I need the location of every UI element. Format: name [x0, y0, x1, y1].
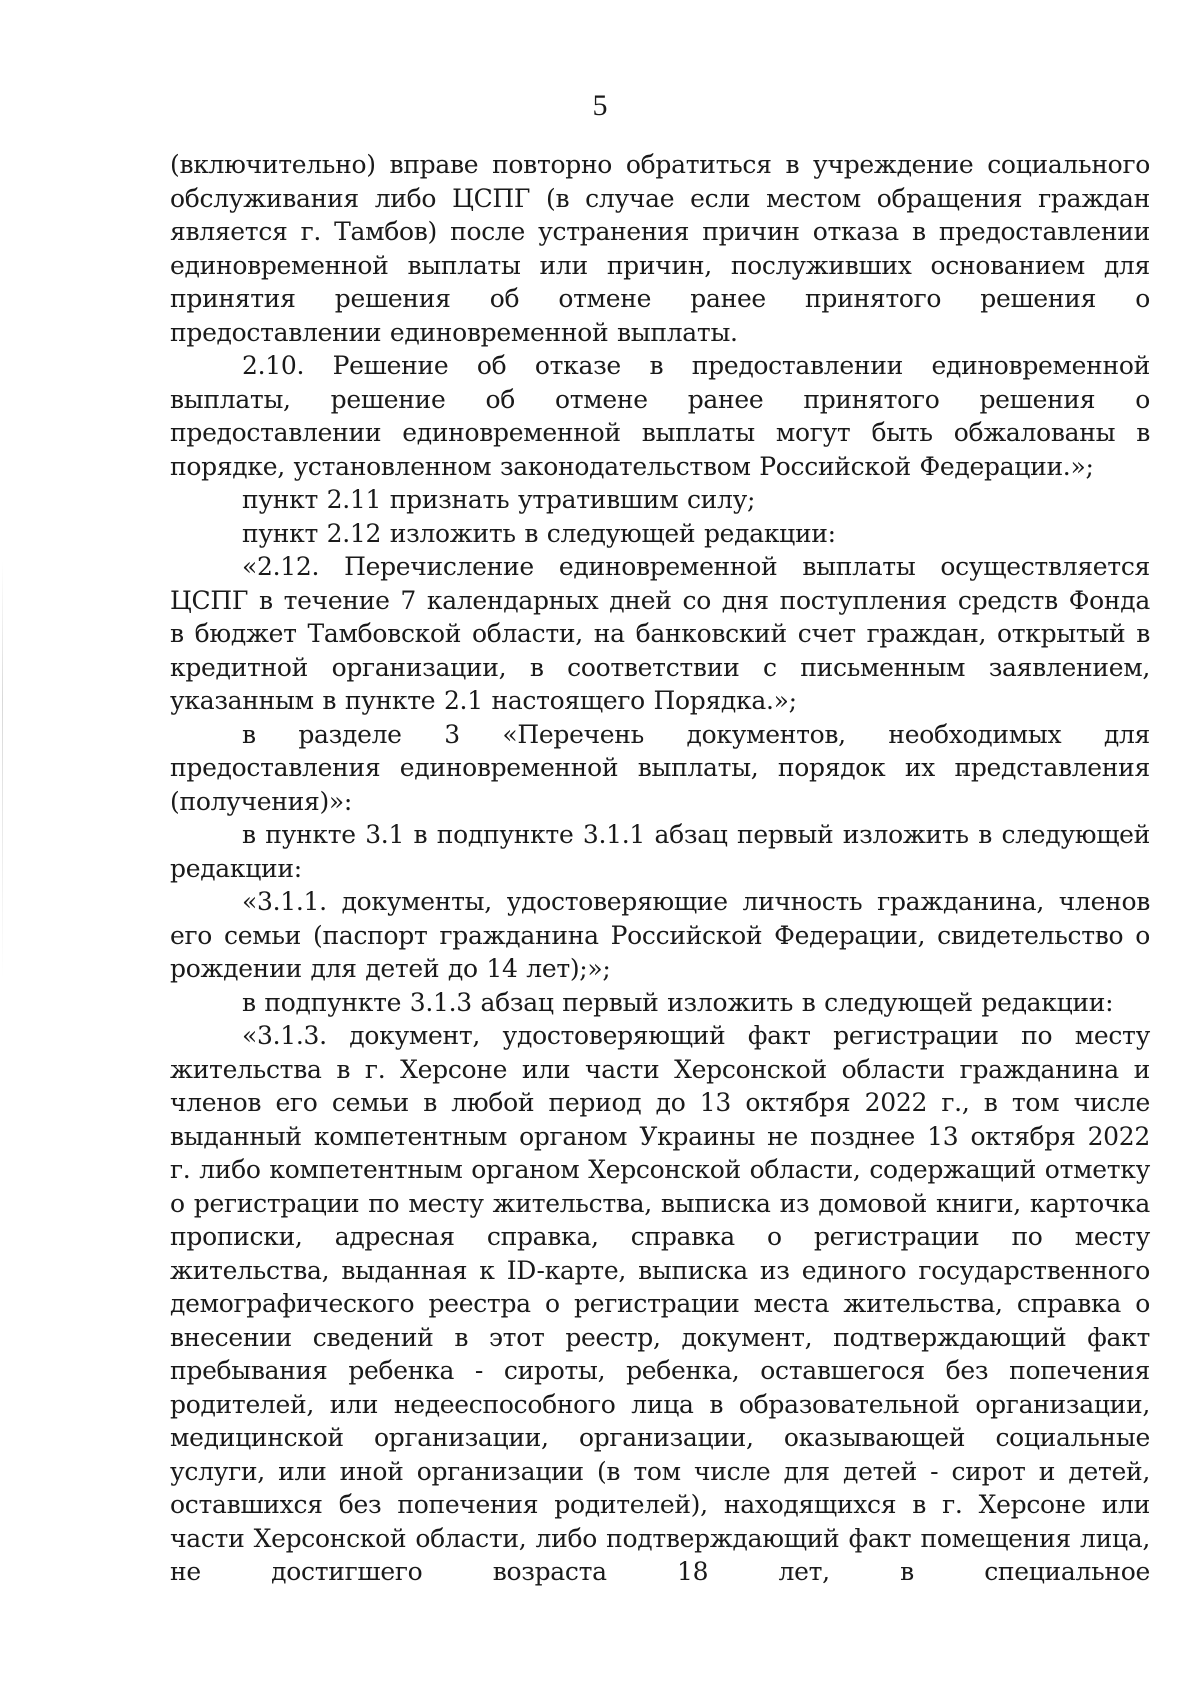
paragraph-2-12-intro: пункт 2.12 изложить в следующей редакции:	[242, 518, 836, 548]
paragraph-3-1-1: «3.1.1. документы, удостоверяющие личность гражданина, членов его семьи (паспорт гражданина Российской Федерации, свидетельство о рождении для детей до 14 лет);»;	[170, 887, 1150, 983]
paragraph-3-1-3-intro: в подпункте 3.1.3 абзац первый изложить в следующей редакции:	[242, 987, 1114, 1017]
page-number: 5	[592, 89, 608, 122]
paragraph-section-3: в разделе 3 «Перечень документов, необходимых для предоставления единовременной выплаты, порядок их представления (получения)»:	[170, 719, 1150, 816]
paragraph-3-1-1-intro: в пункте 3.1 в подпункте 3.1.1 абзац первый изложить в следующей редакции:	[170, 820, 1150, 883]
paragraph-2-11: пункт 2.11 признать утратившим силу;	[242, 485, 756, 514]
paragraph-continuation: (включительно) вправе повторно обратиться в учреждение социального обслуживания либо ЦСПГ (в случае если местом обращения граждан является г. Тамбов) после устранения причин отказа в предоставлении единовременной выплаты или причин, послуживших основанием для принятия решения об отмене ранее принятого решения о предоставлении единовременной выплаты.	[170, 150, 1150, 347]
scan-edge-artifact	[2, 560, 3, 980]
paragraph-3-1-3: «3.1.3. документ, удостоверяющий факт регистрации по месту жительства в г. Херсоне или части Херсонской области гражданина и членов его семьи в любой период до 13 октября 2022 г., в том числе выданный компетентным органом Украины не позднее 13 октября 2022 г. либо компетентным органом Херсонской области, содержащий отметку о регистрации по месту жительства, выписка из домовой книги, карточка прописки, адресная справка, справка о регистрации по месту жительства, выданная к ID-карте, выписка из единого государственного демографического реестра о регистрации места жительства, справка о внесении сведений в этот реестр, документ, подтверждающий факт пребывания ребенка - сироты, ребенка, оставшегося без попечения родителей, или недееспособного лица в образовательной организации, медицинской организации, организации, оказывающей социальные услуги, или иной организации (в том числе для детей - сирот и детей, оставшихся без попечения родителей), находящихся в г. Херсоне или части Херсонской области, либо подтверждающий факт помещения лица, не достигшего возраста 18 лет, в специальное	[170, 1021, 1150, 1586]
document-body	[170, 148, 1150, 1589]
paragraph-2-10: 2.10. Решение об отказе в предоставлении единовременной выплаты, решение об отмене ранее принятого решения о предоставлении единовременной выплаты могут быть обжалованы в порядке, установленном законодательством Российской Федерации.»;	[170, 351, 1150, 481]
paragraph-2-12: «2.12. Перечисление единовременной выплаты осуществляется ЦСПГ в течение 7 календарных дней со дня поступления средств Фонда в бюджет Тамбовской области, на банковский счет граждан, открытый в кредитной организации, в соответствии с письменным заявлением, указанным в пункте 2.1 настоящего Порядка.»;	[170, 552, 1150, 715]
